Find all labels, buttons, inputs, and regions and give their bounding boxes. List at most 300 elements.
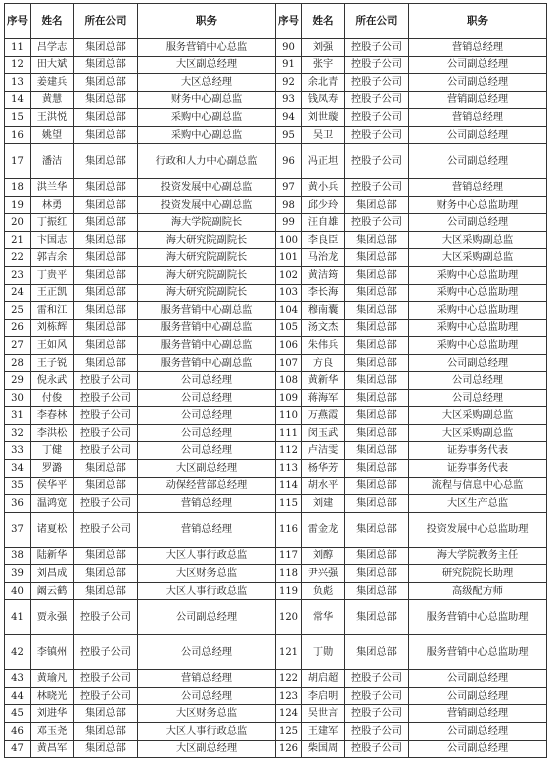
cell-seq-right: 105 [276, 319, 302, 337]
cell-seq-left: 42 [5, 635, 31, 670]
cell-seq-right: 120 [276, 600, 302, 635]
cell-seq-right: 125 [276, 722, 302, 740]
cell-position-right: 营销总经理 [409, 39, 547, 57]
cell-company-right: 控股子公司 [345, 39, 409, 57]
cell-company-left: 控股子公司 [74, 635, 138, 670]
cell-position-right: 公司副总经理 [409, 687, 547, 705]
cell-company-right: 控股子公司 [345, 687, 409, 705]
cell-company-right: 集团总部 [345, 547, 409, 565]
table-row [5, 214, 547, 232]
cell-company-left: 控股子公司 [74, 442, 138, 460]
cell-name-right: 胡水平 [302, 477, 345, 495]
cell-name-left: 王洪悦 [31, 109, 74, 127]
cell-seq-right: 113 [276, 460, 302, 478]
cell-company-left: 集团总部 [74, 565, 138, 583]
cell-seq-left: 39 [5, 565, 31, 583]
cell-name-right: 卢洁雯 [302, 442, 345, 460]
table-row [5, 705, 547, 723]
cell-company-left: 集团总部 [74, 144, 138, 179]
cell-seq-right: 118 [276, 565, 302, 583]
cell-name-right: 雷金龙 [302, 512, 345, 547]
cell-name-left: 贾永强 [31, 600, 74, 635]
cell-company-right: 集团总部 [345, 302, 409, 320]
cell-company-right: 集团总部 [345, 424, 409, 442]
cell-seq-right: 99 [276, 214, 302, 232]
cell-name-left: 黄瑜凡 [31, 670, 74, 688]
cell-position-left: 公司总经理 [138, 424, 276, 442]
cell-company-left: 集团总部 [74, 267, 138, 285]
cell-position-right: 高级配方师 [409, 582, 547, 600]
cell-seq-right: 126 [276, 740, 302, 758]
cell-company-right: 集团总部 [345, 495, 409, 513]
table-row [5, 319, 547, 337]
table-row [5, 600, 547, 635]
cell-company-right: 集团总部 [345, 354, 409, 372]
cell-company-left: 控股子公司 [74, 670, 138, 688]
cell-position-right: 营销总经理 [409, 109, 547, 127]
cell-position-left: 服务营销中心副总监 [138, 302, 276, 320]
cell-name-left: 丁贵平 [31, 267, 74, 285]
cell-position-left: 大区财务总监 [138, 705, 276, 723]
cell-seq-left: 18 [5, 179, 31, 197]
cell-company-right: 控股子公司 [345, 214, 409, 232]
table-row [5, 337, 547, 355]
cell-company-right: 集团总部 [345, 319, 409, 337]
cell-position-right: 公司副总经理 [409, 214, 547, 232]
cell-company-left: 集团总部 [74, 39, 138, 57]
cell-position-left: 海大研究院副院长 [138, 249, 276, 267]
cell-position-left: 动保经营部总经理 [138, 477, 276, 495]
cell-seq-left: 27 [5, 337, 31, 355]
cell-company-right: 集团总部 [345, 565, 409, 583]
cell-company-right: 控股子公司 [345, 56, 409, 74]
cell-seq-left: 28 [5, 354, 31, 372]
cell-seq-left: 15 [5, 109, 31, 127]
cell-name-right: 黄新华 [302, 372, 345, 390]
cell-seq-right: 112 [276, 442, 302, 460]
table-row [5, 144, 547, 179]
cell-position-left: 大区人事行政总监 [138, 547, 276, 565]
cell-name-right: 吴世言 [302, 705, 345, 723]
cell-company-right: 集团总部 [345, 337, 409, 355]
table-row [5, 284, 547, 302]
cell-position-right: 投资发展中心总监助理 [409, 512, 547, 547]
cell-position-left: 财务中心副总监 [138, 91, 276, 109]
cell-position-left: 大区副总经理 [138, 56, 276, 74]
cell-name-left: 洪兰华 [31, 179, 74, 197]
cell-seq-left: 26 [5, 319, 31, 337]
table-row [5, 179, 547, 197]
cell-seq-left: 30 [5, 389, 31, 407]
table-row [5, 477, 547, 495]
cell-seq-left: 25 [5, 302, 31, 320]
cell-seq-right: 117 [276, 547, 302, 565]
cell-seq-left: 40 [5, 582, 31, 600]
cell-company-left: 控股子公司 [74, 600, 138, 635]
cell-company-left: 集团总部 [74, 179, 138, 197]
cell-position-right: 公司总经理 [409, 372, 547, 390]
cell-name-left: 刘栋辉 [31, 319, 74, 337]
cell-name-left: 王如风 [31, 337, 74, 355]
cell-seq-right: 91 [276, 56, 302, 74]
cell-name-right: 李长海 [302, 284, 345, 302]
table-row [5, 56, 547, 74]
cell-name-right: 吴卫 [302, 126, 345, 144]
cell-company-right: 控股子公司 [345, 740, 409, 758]
header-company-left: 所在公司 [74, 4, 138, 39]
cell-company-left: 集团总部 [74, 740, 138, 758]
cell-company-right: 控股子公司 [345, 91, 409, 109]
cell-company-right: 控股子公司 [345, 74, 409, 92]
cell-company-right: 集团总部 [345, 389, 409, 407]
cell-name-left: 丁振红 [31, 214, 74, 232]
cell-name-right: 张宇 [302, 56, 345, 74]
cell-name-right: 丁勋 [302, 635, 345, 670]
cell-position-right: 采购中心总监助理 [409, 302, 547, 320]
cell-position-right: 公司副总经理 [409, 144, 547, 179]
table-row [5, 39, 547, 57]
cell-name-left: 郭吉余 [31, 249, 74, 267]
cell-name-right: 马治龙 [302, 249, 345, 267]
cell-seq-left: 34 [5, 460, 31, 478]
cell-name-left: 林晓光 [31, 687, 74, 705]
cell-position-left: 采购中心副总监 [138, 126, 276, 144]
cell-name-left: 田大斌 [31, 56, 74, 74]
cell-position-right: 公司副总经理 [409, 354, 547, 372]
cell-position-right: 大区生产总监 [409, 495, 547, 513]
cell-position-right: 公司副总经理 [409, 126, 547, 144]
cell-position-right: 公司副总经理 [409, 722, 547, 740]
cell-name-right: 常华 [302, 600, 345, 635]
cell-name-left: 温鸿宽 [31, 495, 74, 513]
cell-seq-left: 24 [5, 284, 31, 302]
cell-seq-right: 111 [276, 424, 302, 442]
cell-name-left: 黄慧 [31, 91, 74, 109]
cell-seq-left: 31 [5, 407, 31, 425]
cell-seq-right: 93 [276, 91, 302, 109]
table-row [5, 687, 547, 705]
cell-seq-left: 21 [5, 231, 31, 249]
cell-name-right: 刘世璇 [302, 109, 345, 127]
cell-position-left: 大区总经理 [138, 74, 276, 92]
cell-seq-left: 46 [5, 722, 31, 740]
cell-position-left: 营销总经理 [138, 495, 276, 513]
cell-name-right: 李良臣 [302, 231, 345, 249]
table-row [5, 740, 547, 758]
cell-seq-left: 32 [5, 424, 31, 442]
cell-company-left: 控股子公司 [74, 687, 138, 705]
cell-seq-right: 101 [276, 249, 302, 267]
cell-position-left: 公司副总经理 [138, 600, 276, 635]
cell-company-left: 集团总部 [74, 582, 138, 600]
cell-position-right: 采购中心总监助理 [409, 284, 547, 302]
cell-seq-right: 92 [276, 74, 302, 92]
cell-company-right: 控股子公司 [345, 109, 409, 127]
cell-company-left: 集团总部 [74, 722, 138, 740]
cell-company-right: 集团总部 [345, 635, 409, 670]
cell-position-right: 采购中心总监助理 [409, 319, 547, 337]
cell-name-left: 侯华平 [31, 477, 74, 495]
cell-position-right: 公司副总经理 [409, 740, 547, 758]
table-row [5, 547, 547, 565]
table-row [5, 249, 547, 267]
cell-name-right: 胡启超 [302, 670, 345, 688]
table-row [5, 372, 547, 390]
cell-company-right: 控股子公司 [345, 179, 409, 197]
cell-seq-left: 14 [5, 91, 31, 109]
cell-position-left: 大区财务总监 [138, 565, 276, 583]
cell-company-left: 集团总部 [74, 196, 138, 214]
cell-position-left: 海大研究院副院长 [138, 231, 276, 249]
cell-company-left: 集团总部 [74, 109, 138, 127]
cell-seq-right: 96 [276, 144, 302, 179]
cell-position-right: 采购中心总监助理 [409, 337, 547, 355]
cell-company-right: 集团总部 [345, 231, 409, 249]
cell-seq-left: 17 [5, 144, 31, 179]
cell-company-right: 集团总部 [345, 372, 409, 390]
table-row [5, 722, 547, 740]
cell-name-left: 李洪松 [31, 424, 74, 442]
table-row [5, 91, 547, 109]
cell-position-left: 服务营销中心副总监 [138, 337, 276, 355]
cell-company-right: 控股子公司 [345, 144, 409, 179]
cell-position-left: 公司总经理 [138, 442, 276, 460]
cell-position-right: 公司副总经理 [409, 74, 547, 92]
cell-position-right: 大区采购副总监 [409, 231, 547, 249]
cell-name-left: 罗潞 [31, 460, 74, 478]
cell-company-left: 控股子公司 [74, 424, 138, 442]
cell-seq-left: 23 [5, 267, 31, 285]
cell-seq-right: 97 [276, 179, 302, 197]
table-row [5, 407, 547, 425]
cell-company-left: 集团总部 [74, 319, 138, 337]
cell-position-left: 海大学院副院长 [138, 214, 276, 232]
header-company-right: 所在公司 [345, 4, 409, 39]
cell-position-right: 营销副总经理 [409, 705, 547, 723]
cell-company-right: 控股子公司 [345, 126, 409, 144]
cell-company-right: 集团总部 [345, 442, 409, 460]
cell-name-right: 邱少玲 [302, 196, 345, 214]
cell-seq-right: 95 [276, 126, 302, 144]
cell-position-left: 投资发展中心副总监 [138, 196, 276, 214]
cell-seq-right: 119 [276, 582, 302, 600]
cell-seq-right: 90 [276, 39, 302, 57]
cell-name-left: 付俊 [31, 389, 74, 407]
cell-seq-left: 37 [5, 512, 31, 547]
cell-company-left: 集团总部 [74, 91, 138, 109]
cell-company-right: 集团总部 [345, 284, 409, 302]
cell-name-left: 邓玉尧 [31, 722, 74, 740]
cell-seq-left: 16 [5, 126, 31, 144]
cell-seq-left: 22 [5, 249, 31, 267]
table-row [5, 74, 547, 92]
cell-position-left: 营销总经理 [138, 670, 276, 688]
cell-seq-right: 115 [276, 495, 302, 513]
cell-position-right: 大区采购副总监 [409, 249, 547, 267]
table-row [5, 302, 547, 320]
cell-position-left: 投资发展中心副总监 [138, 179, 276, 197]
cell-position-right: 公司副总经理 [409, 670, 547, 688]
cell-company-left: 集团总部 [74, 56, 138, 74]
cell-company-left: 集团总部 [74, 231, 138, 249]
cell-position-right: 大区采购副总监 [409, 407, 547, 425]
table-row [5, 196, 547, 214]
cell-company-right: 控股子公司 [345, 670, 409, 688]
header-name-left: 姓名 [31, 4, 74, 39]
table-row [5, 109, 547, 127]
cell-position-left: 行政和人力中心副总监 [138, 144, 276, 179]
cell-seq-left: 35 [5, 477, 31, 495]
cell-name-left: 吕学志 [31, 39, 74, 57]
cell-name-left: 王正凯 [31, 284, 74, 302]
cell-name-right: 刘醇 [302, 547, 345, 565]
cell-name-right: 负彪 [302, 582, 345, 600]
cell-seq-right: 123 [276, 687, 302, 705]
cell-company-right: 集团总部 [345, 512, 409, 547]
cell-name-left: 陆新华 [31, 547, 74, 565]
cell-seq-right: 110 [276, 407, 302, 425]
cell-company-left: 集团总部 [74, 477, 138, 495]
cell-seq-right: 107 [276, 354, 302, 372]
table-row [5, 442, 547, 460]
cell-position-right: 研究院院长助理 [409, 565, 547, 583]
cell-company-right: 集团总部 [345, 477, 409, 495]
cell-seq-right: 103 [276, 284, 302, 302]
cell-name-right: 汤文杰 [302, 319, 345, 337]
cell-seq-right: 100 [276, 231, 302, 249]
cell-company-right: 集团总部 [345, 600, 409, 635]
cell-position-right: 采购中心总监助理 [409, 267, 547, 285]
cell-name-left: 李春林 [31, 407, 74, 425]
cell-name-left: 王子锐 [31, 354, 74, 372]
table-row [5, 354, 547, 372]
table-row [5, 670, 547, 688]
cell-position-left: 海大研究院副院长 [138, 284, 276, 302]
cell-name-left: 丁健 [31, 442, 74, 460]
cell-position-right: 证券事务代表 [409, 442, 547, 460]
personnel-table [4, 3, 547, 758]
cell-position-left: 海大研究院副院长 [138, 267, 276, 285]
cell-position-right: 财务中心总监助理 [409, 196, 547, 214]
cell-name-left: 林勇 [31, 196, 74, 214]
table-row [5, 424, 547, 442]
cell-seq-left: 33 [5, 442, 31, 460]
table-row [5, 512, 547, 547]
cell-seq-left: 44 [5, 687, 31, 705]
cell-company-right: 集团总部 [345, 407, 409, 425]
table-row [5, 495, 547, 513]
table-header-row [5, 4, 547, 39]
cell-company-left: 集团总部 [74, 249, 138, 267]
cell-company-right: 控股子公司 [345, 705, 409, 723]
cell-position-left: 大区人事行政总监 [138, 722, 276, 740]
cell-name-left: 刘昌成 [31, 565, 74, 583]
cell-seq-left: 47 [5, 740, 31, 758]
cell-name-left: 卞国志 [31, 231, 74, 249]
cell-company-left: 控股子公司 [74, 495, 138, 513]
cell-seq-left: 11 [5, 39, 31, 57]
cell-position-left: 服务营销中心副总监 [138, 319, 276, 337]
cell-company-left: 集团总部 [74, 354, 138, 372]
cell-position-right: 服务营销中心总监助理 [409, 635, 547, 670]
cell-seq-right: 116 [276, 512, 302, 547]
cell-position-left: 大区副总经理 [138, 460, 276, 478]
cell-position-left: 公司总经理 [138, 407, 276, 425]
cell-seq-left: 36 [5, 495, 31, 513]
cell-position-left: 大区人事行政总监 [138, 582, 276, 600]
cell-position-left: 大区副总经理 [138, 740, 276, 758]
cell-name-right: 李启明 [302, 687, 345, 705]
cell-position-right: 海大学院教务主任 [409, 547, 547, 565]
cell-company-left: 集团总部 [74, 284, 138, 302]
cell-name-right: 穆南囊 [302, 302, 345, 320]
cell-position-left: 采购中心副总监 [138, 109, 276, 127]
table-row [5, 126, 547, 144]
cell-company-left: 集团总部 [74, 74, 138, 92]
cell-name-right: 尹兴强 [302, 565, 345, 583]
cell-position-left: 公司总经理 [138, 635, 276, 670]
cell-seq-left: 13 [5, 74, 31, 92]
header-position-right: 职务 [409, 4, 547, 39]
cell-seq-right: 98 [276, 196, 302, 214]
cell-name-right: 王建军 [302, 722, 345, 740]
cell-company-right: 集团总部 [345, 196, 409, 214]
cell-seq-left: 19 [5, 196, 31, 214]
cell-seq-right: 124 [276, 705, 302, 723]
cell-seq-right: 102 [276, 267, 302, 285]
cell-company-right: 集团总部 [345, 582, 409, 600]
cell-seq-right: 114 [276, 477, 302, 495]
cell-name-right: 刘建 [302, 495, 345, 513]
cell-name-left: 李镇州 [31, 635, 74, 670]
cell-seq-left: 45 [5, 705, 31, 723]
cell-name-right: 朱伟兵 [302, 337, 345, 355]
cell-position-left: 服务营销中心副总监 [138, 354, 276, 372]
cell-seq-left: 38 [5, 547, 31, 565]
cell-company-right: 控股子公司 [345, 722, 409, 740]
cell-name-left: 潘洁 [31, 144, 74, 179]
cell-company-left: 控股子公司 [74, 372, 138, 390]
cell-name-right: 杨华芳 [302, 460, 345, 478]
cell-position-right: 公司总经理 [409, 389, 547, 407]
cell-seq-right: 109 [276, 389, 302, 407]
cell-seq-left: 43 [5, 670, 31, 688]
table-row [5, 267, 547, 285]
cell-position-left: 公司总经理 [138, 687, 276, 705]
cell-position-right: 服务营销中心总监助理 [409, 600, 547, 635]
cell-company-left: 控股子公司 [74, 407, 138, 425]
cell-name-right: 刘强 [302, 39, 345, 57]
cell-name-right: 余北青 [302, 74, 345, 92]
cell-company-left: 集团总部 [74, 460, 138, 478]
cell-company-left: 集团总部 [74, 705, 138, 723]
cell-seq-right: 94 [276, 109, 302, 127]
cell-name-left: 刘进华 [31, 705, 74, 723]
cell-seq-right: 106 [276, 337, 302, 355]
cell-company-left: 控股子公司 [74, 512, 138, 547]
table-row [5, 582, 547, 600]
header-seq-right: 序号 [276, 4, 302, 39]
cell-name-right: 柴国周 [302, 740, 345, 758]
cell-company-left: 控股子公司 [74, 389, 138, 407]
table-body [5, 39, 547, 758]
table-row [5, 460, 547, 478]
cell-company-left: 集团总部 [74, 126, 138, 144]
cell-name-right: 黄小兵 [302, 179, 345, 197]
cell-company-right: 集团总部 [345, 267, 409, 285]
table-row [5, 389, 547, 407]
cell-position-right: 营销总经理 [409, 179, 547, 197]
